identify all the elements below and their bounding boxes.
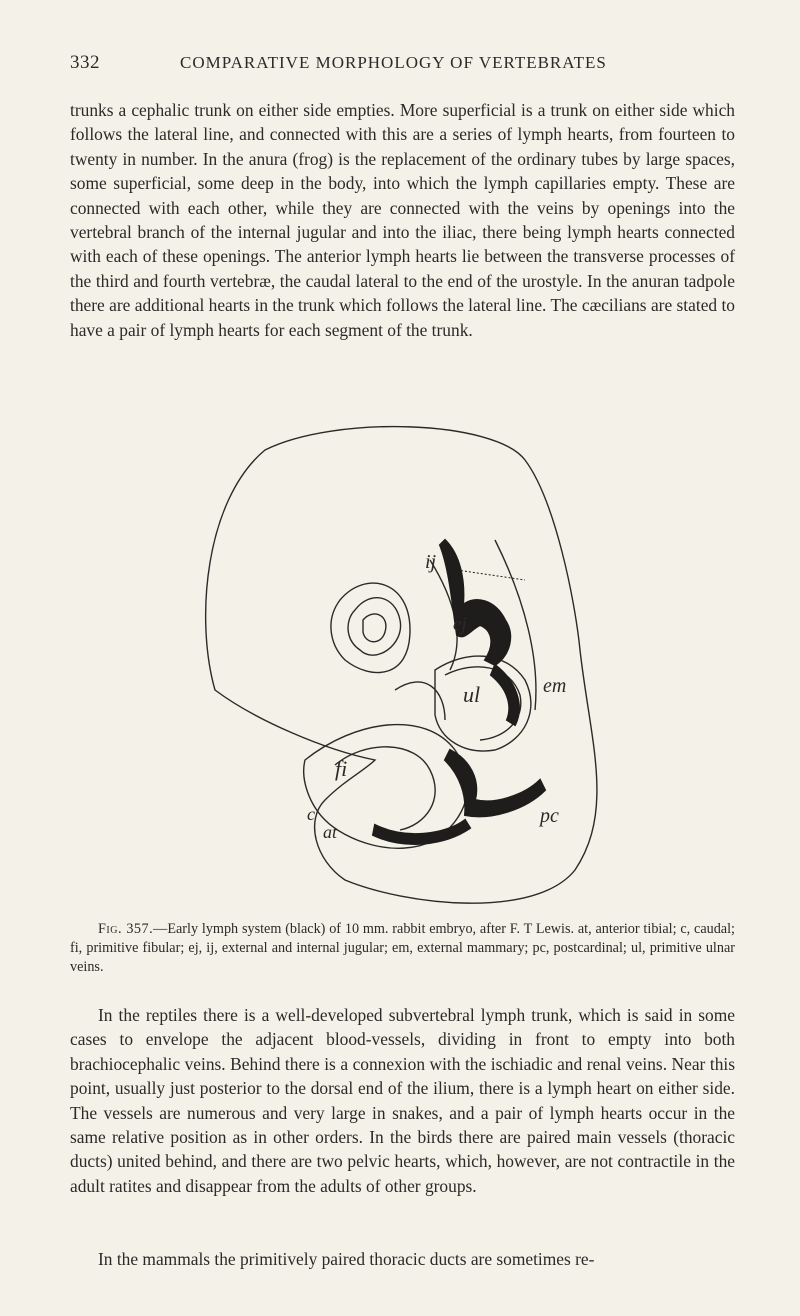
caption-label: Fig. 357. [98,921,154,937]
paragraph-1: trunks a cephalic trunk on either side empties. More superficial is a trunk on either side which follows the lateral line, and connected with this are a series of lymph hearts, from fourteen to twenty in number. In the anura (frog) is the replacement of the ordinary tubes by large spaces, some superficial, some deep in the body, into which the lymph capillaries empty. These are connected with each other, while they are connected with the veins by openings into the vertebral branch of the internal jugular and into the iliac, there being lymph hearts connected with each of these openings. The anterior lymph hearts lie between the transverse processes of the third and fourth vertebræ, the caudal lateral to the end of the urostyle. In the anuran tadpole there are additional hearts in the trunk which follows the lateral line. The cæcilians are stated to have a pair of lymph hearts for each segment of the trunk. [70,100,735,340]
label-ej: ej [453,614,467,635]
label-c: c [307,804,315,824]
caption-text: —Early lymph system (black) of 10 mm. rabbit embryo, after F. T Lewis. at, anterior tibial; c, caudal; fi, primitive fibular; ej, ij, external and internal jugular; em, external mammary; pc, postcardinal; ul, primitive ulnar veins. [70,921,735,975]
label-em: em [543,675,567,697]
page-header [70,52,735,82]
label-ij: ij [425,551,437,573]
label-fi: fi [335,756,348,781]
paragraph-3: In the mammals the primitively paired thoracic ducts are sometimes re- [98,1249,595,1269]
embryo-drawing [195,420,635,910]
figure-caption [70,920,735,977]
paragraph-2: In the reptiles there is a well-developed subvertebral lymph trunk, which is said in some cases to envelope the adjacent blood-vessels, dividing in front to empty into both brachiocephalic veins. Behind there is a connexion with the ischiadic and renal veins. Near this point, usually just posterior to the dorsal end of the ilium, there is a lymph heart on either side. The vessels are numerous and very large in snakes, and a pair of lymph hearts occur in the same relative position as in other orders. In the birds there are paired main vessels (thoracic ducts) united behind, and there are two pelvic hearts, which, however, are not contractile in the adult ratites and disappear from the adults of other groups. [70,1005,735,1196]
label-pc: pc [540,805,559,827]
page-number: 332 [70,52,100,73]
label-ul: ul [463,682,481,707]
label-at: at [323,822,338,842]
figure-rabbit-embryo [195,420,635,910]
running-head: COMPARATIVE MORPHOLOGY OF VERTEBRATES [180,53,607,72]
